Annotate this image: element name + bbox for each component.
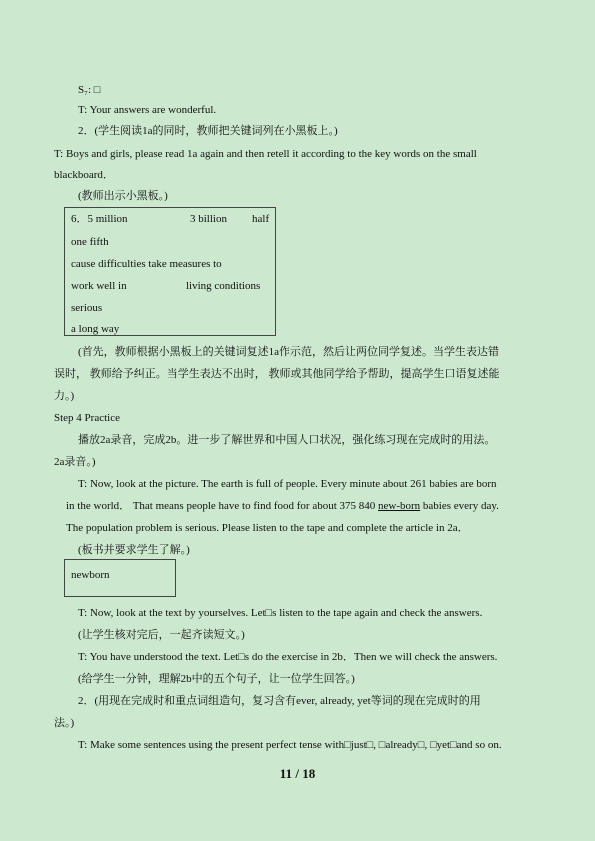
teacher-line: T: Make some sentences using the present perfect tense with□just□, □already□, □yet□and so on. xyxy=(78,739,502,751)
teacher-line-cont xyxy=(66,499,499,513)
instruction-line: (给学生一分钟，理解2b中的五个句子，让一位学生回答。) xyxy=(78,673,355,685)
speaker-s7-line: S₇: □ xyxy=(78,84,101,96)
text-run: babies every day. xyxy=(420,500,499,512)
keyword: half xyxy=(252,213,270,225)
teacher-line-cont: blackboard． xyxy=(54,169,114,181)
keyword: 3 billion xyxy=(190,213,227,225)
teacher-line-cont: The population problem is serious. Please listen to the tape and complete the article in 2a． xyxy=(66,522,469,534)
keyword: cause difficulties take measures to xyxy=(71,258,222,270)
keyword-blackboard-box xyxy=(64,207,276,336)
teacher-line: T: You have understood the text. Let□s do the exercise in 2b．Then we will check the answers. xyxy=(78,651,498,663)
step-heading: Step 4 Practice xyxy=(54,412,120,424)
instruction-line-cont: 2a录音。) xyxy=(54,456,96,468)
instruction-line: (板书并要求学生了解。) xyxy=(78,544,190,556)
keyword: serious xyxy=(71,302,103,314)
keyword: living conditions xyxy=(186,280,261,292)
teacher-line: T: Boys and girls, please read 1a again and then retell it according to the key words on the small xyxy=(54,148,477,160)
teacher-line: T: Your answers are wonderful. xyxy=(78,104,217,116)
board-note-word: newborn xyxy=(71,569,110,581)
instruction-line-cont: 法。) xyxy=(54,717,75,729)
instruction-line: 2．(用现在完成时和重点词组造句，复习含有ever, already, yet等词的现在完成时的用 xyxy=(78,695,481,707)
text-run: in the world． That means people have to find food for about 375 840 xyxy=(66,500,379,512)
instruction-line-cont: 误时， 教师给予纠正。当学生表达不出时， 教师或其他同学给予帮助，提高学生口语复述能 xyxy=(54,368,500,380)
keyword: work well in xyxy=(71,280,127,292)
instruction-line: (首先，教师根据小黑板上的关键词复述1a作示范，然后让两位同学复述。当学生表达错 xyxy=(78,346,500,358)
keyword: 6．5 million xyxy=(71,213,128,225)
instruction-line: 2．(学生阅读1a的同时，教师把关键词列在小黑板上。) xyxy=(78,125,338,137)
teacher-line: T: Now, look at the text by yourselves. Let□s listen to the tape again and check the answers. xyxy=(78,607,483,619)
instruction-line: (教师出示小黑板。) xyxy=(78,190,168,202)
instruction-line: (让学生核对完后，一起齐读短文。) xyxy=(78,629,245,641)
instruction-line: 播放2a录音，完成2b。进一步了解世界和中国人口状况，强化练习现在完成时的用法。 xyxy=(78,434,496,446)
underlined-word: new-born xyxy=(378,500,421,512)
keyword: a long way xyxy=(71,323,120,335)
page-number: 11 / 18 xyxy=(279,766,316,781)
board-note-box xyxy=(64,559,176,597)
keyword: one fifth xyxy=(71,236,109,248)
instruction-line-cont: 力。) xyxy=(54,390,75,402)
teacher-line: T: Now, look at the picture. The earth is full of people. Every minute about 261 babies are born xyxy=(78,478,497,490)
